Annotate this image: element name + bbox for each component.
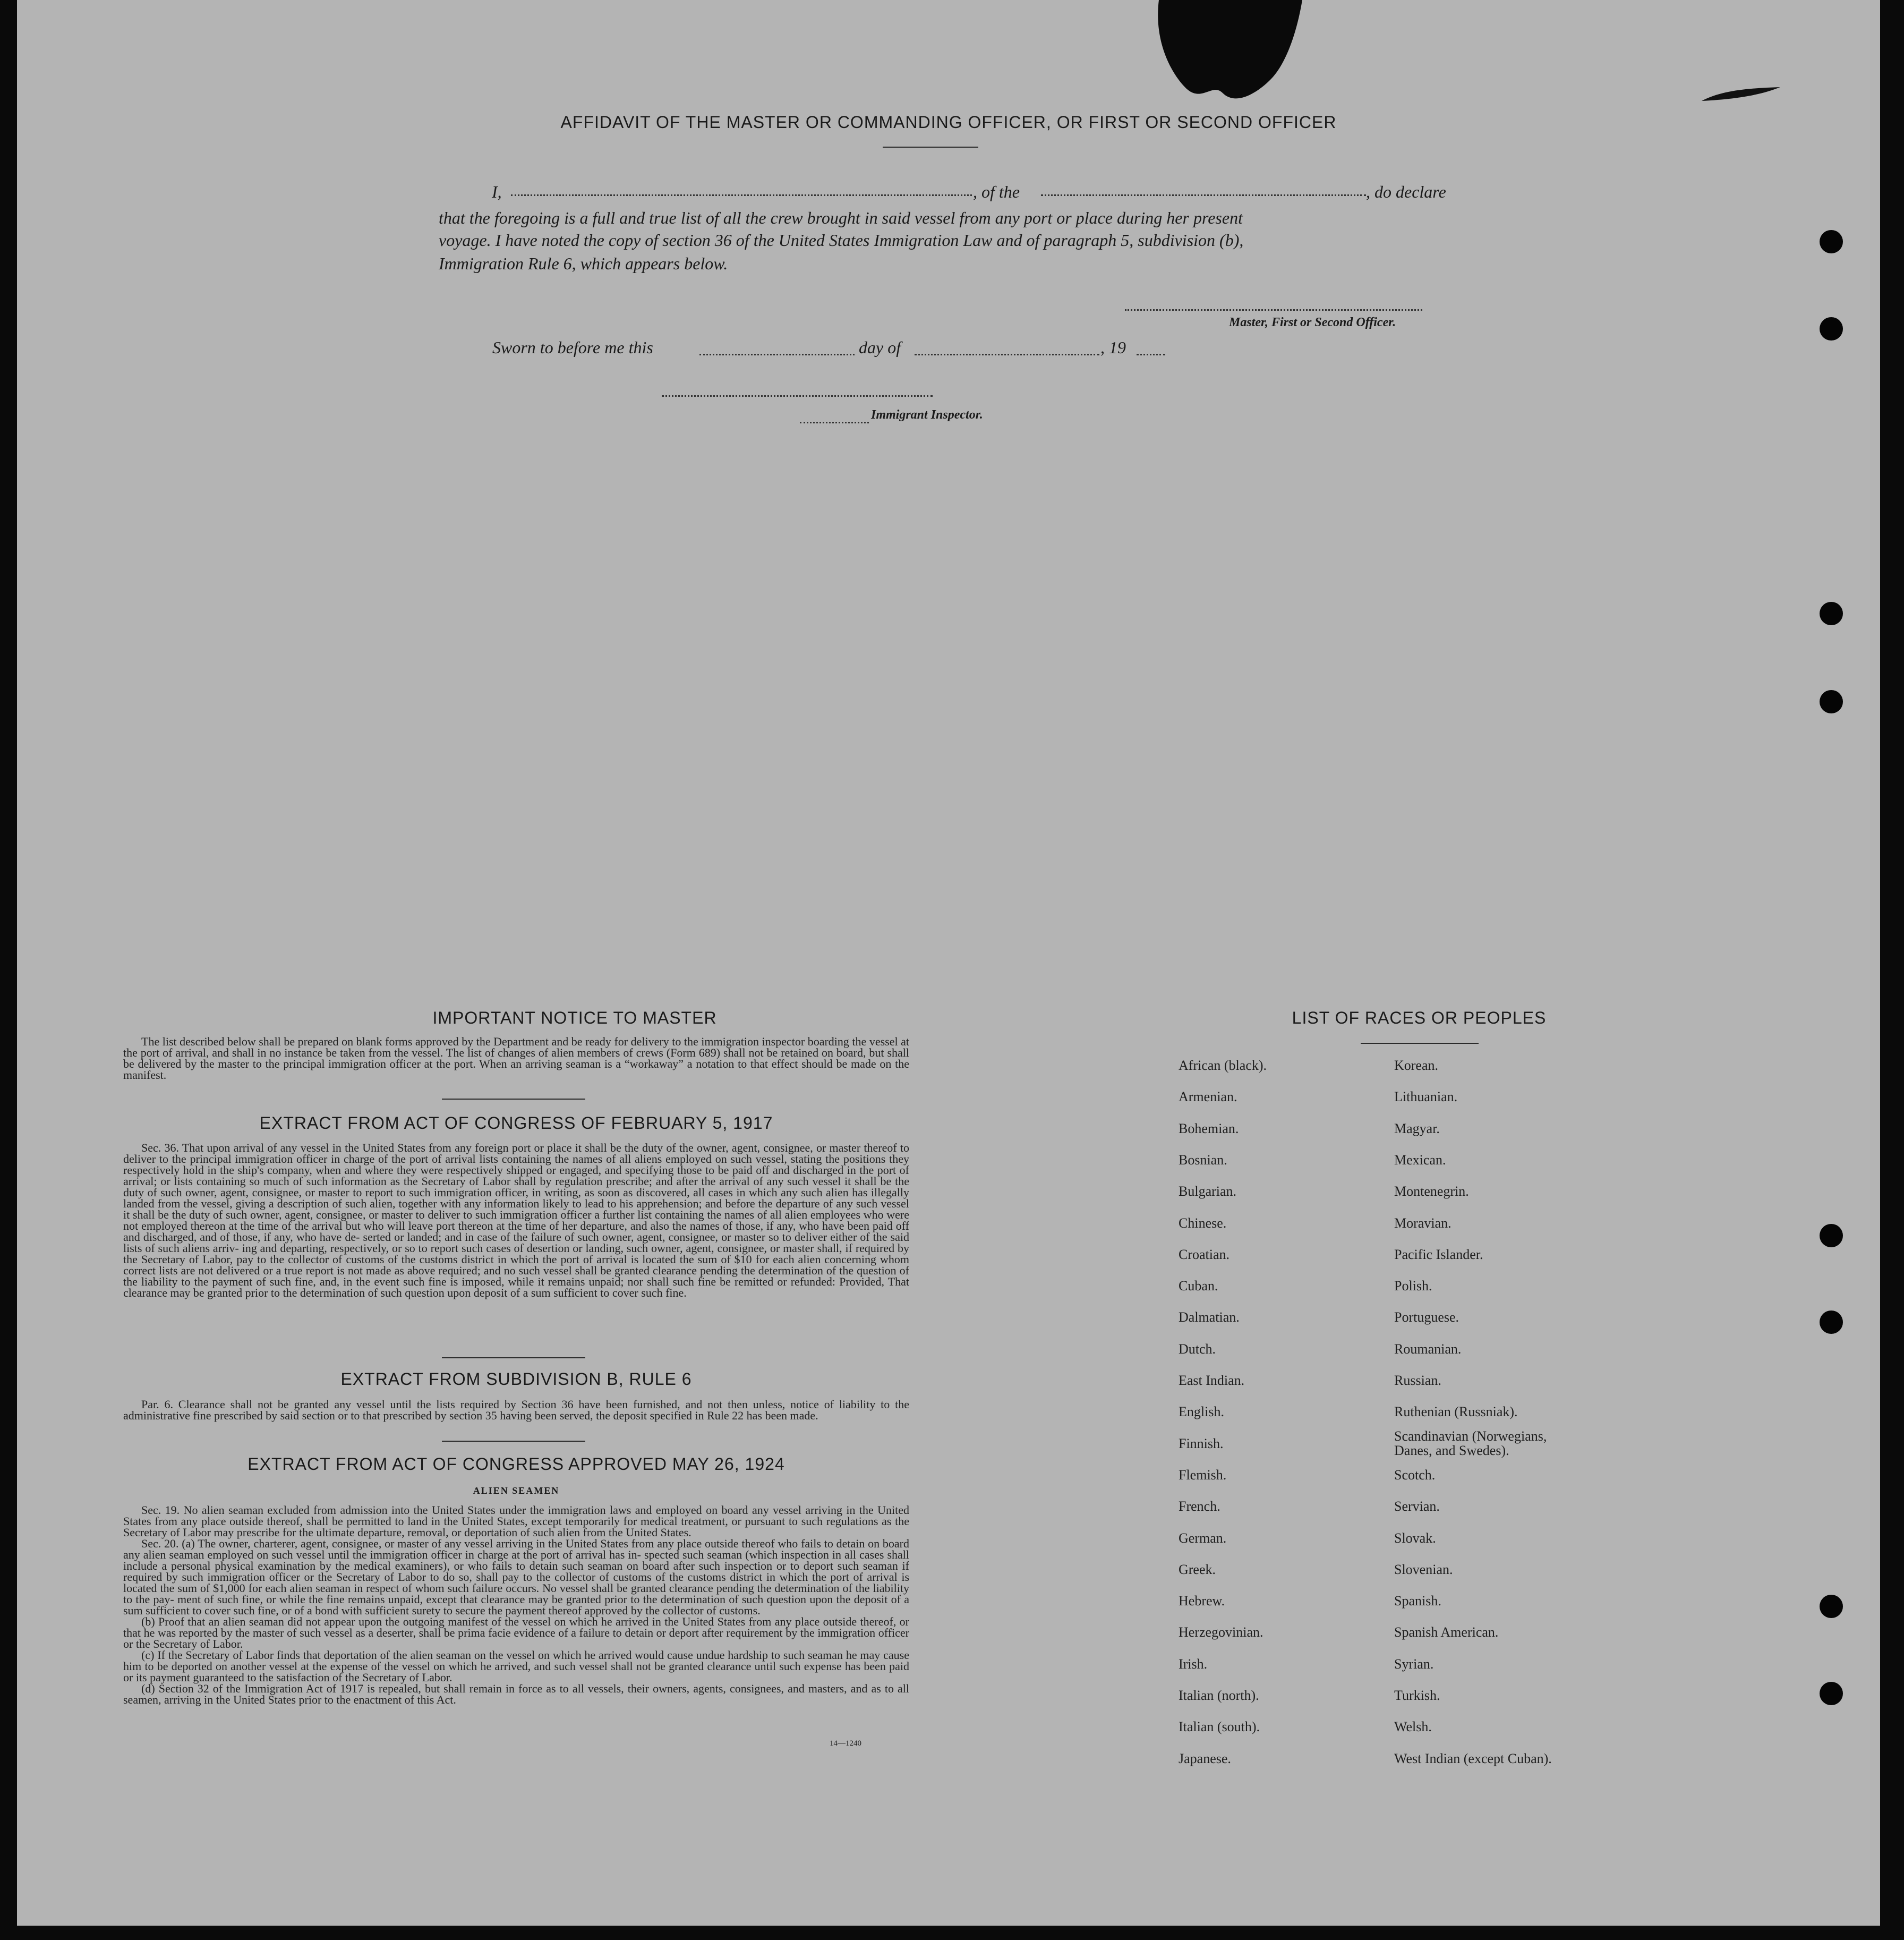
inspector-blank-field[interactable] (662, 395, 933, 397)
race-item: Ruthenian (Russniak). (1394, 1404, 1518, 1419)
form-number: 14—1240 (830, 1739, 861, 1748)
race-item: Bulgarian. (1179, 1184, 1237, 1199)
text-line: in Rule 22 has been made. (695, 1409, 818, 1422)
text-line: serted or landed; and in case of the failure of such owner, agent, consignee, or master so to deliver either of the said lists of such aliens arriv- (123, 1230, 909, 1255)
document-page (17, 0, 1880, 1926)
text-line: Sec. 20. (a) The owner, charterer, agent, consignee, or master of any vessel arriving in the United States from any place outside thereof (141, 1537, 775, 1550)
race-item: Polish. (1394, 1278, 1432, 1294)
binder-hole (1820, 1682, 1843, 1705)
race-item: Pacific Islander. (1394, 1247, 1483, 1262)
sworn-day-field[interactable] (699, 354, 855, 355)
divider (442, 1441, 585, 1442)
race-item: German. (1179, 1530, 1227, 1546)
race-item: Herzegovinian. (1179, 1624, 1263, 1640)
affidavit-text-line: that the foregoing is a full and true list of all the crew brought in said vessel from any port or place during her present (439, 208, 1243, 227)
day-of-label: day of (859, 338, 901, 357)
text-line: clearance pending the determination of the question of the liability to the payment of such fine, and, in the event such fine is imposed, while (123, 1264, 910, 1288)
race-item: Spanish American. (1394, 1624, 1499, 1640)
extract-1924-body (123, 1504, 909, 1705)
text-line: question upon deposit of a sum sufficient to cover such fine. (405, 1286, 687, 1299)
text-line: of crews (Form 689) shall not be retained on board, but shall be delivered by the master to the principal immigration officer at the port. (123, 1046, 910, 1070)
text-line: departure of any such vessel it shall be the duty of such owner, agent, consignee, or master to deliver to such immigration officer a further (123, 1197, 909, 1221)
race-item: Flemish. (1179, 1467, 1227, 1483)
binder-hole (1820, 1595, 1843, 1618)
signature-blank-field[interactable] (1125, 309, 1422, 311)
torn-damage-mark (1143, 0, 1313, 106)
race-item: Greek. (1179, 1562, 1216, 1577)
affidavit-i-label: I, (492, 182, 502, 201)
text-line: not be granted clearance until such expense has been paid or its payment guaranteed to the satisfaction of the Secretary of Labor. (123, 1660, 910, 1684)
text-line: at the time of her departure, and also the names of those, if any, who have been paid off and discharged, and of those, if any, who have de- (123, 1219, 910, 1244)
text-line: When an arriving seaman is a “workaway” a notation to that effect should be made on the manifest. (123, 1057, 909, 1082)
race-item: Bohemian. (1179, 1121, 1239, 1136)
text-line: (c) If the Secretary of Labor finds that deportation of the alien seaman on the vessel on which he arrived would cause undue hardship (141, 1648, 769, 1662)
races-title: LIST OF RACES OR PEOPLES (1292, 1008, 1547, 1027)
race-item: Korean. (1394, 1058, 1439, 1073)
divider (442, 1099, 585, 1100)
text-line: detain or deport after requirement by the immigration officer or the Secretary of Labor. (123, 1626, 909, 1650)
race-item: Russian. (1394, 1373, 1441, 1388)
text-line: inspector boarding the vessel at the port of arrival, and shall in no instance be taken from the vessel. The list of changes of alien members (123, 1035, 909, 1059)
notice-title: IMPORTANT NOTICE TO MASTER (432, 1008, 717, 1027)
text-line: spected such seaman (which inspection in all cases shall include a personal physical examination by the medical examiners), or who fails to (123, 1548, 909, 1572)
text-line: treatment, or pursuant to such regulations as the Secretary of Labor may prescribe for the ultimate departure, removal, or deportation of such (123, 1514, 909, 1539)
race-item: East Indian. (1179, 1373, 1245, 1388)
affidavit-declare-label: , do declare (1366, 182, 1446, 201)
sworn-label: Sworn to before me this (492, 338, 653, 357)
ink-smudge-mark (1701, 85, 1786, 106)
text-line: ing and departing, respectively, or so to report such cases of desertion or landing, such owner, agent, consignee, or master shall, if required (242, 1241, 895, 1255)
race-item: Hebrew. (1179, 1593, 1225, 1609)
binder-hole (1820, 690, 1843, 713)
sworn-year-field[interactable] (1137, 354, 1165, 355)
affidavit-text-line: voyage. I have noted the copy of section 36 of the United States Immigration Law and of paragraph 5, subdivision (b), (439, 231, 1244, 250)
text-line: who fails to detain on board any alien seaman employed on such vessel until the immigration officer in charge at the port of arrival has in- (123, 1537, 910, 1561)
year-label: , 19 (1100, 338, 1126, 357)
affidavit-text-line: Immigration Rule 6, which appears below. (439, 254, 728, 273)
signature-label: Master, First or Second Officer. (1229, 316, 1396, 329)
text-line: landed from the vessel, giving a description of such alien, together with any information likely to lead to his apprehension; and before the (123, 1197, 773, 1210)
race-item: Slovenian. (1394, 1562, 1453, 1577)
race-item: Portuguese. (1394, 1309, 1459, 1325)
text-line: consignee, or master to report to such immigration officer, in writing, as soon as discovered, all cases in which any such alien has illegally (252, 1186, 909, 1199)
race-item: Dutch. (1179, 1341, 1216, 1357)
race-item: Welsh. (1394, 1719, 1432, 1734)
extract-1917-title: EXTRACT FROM ACT OF CONGRESS OF FEBRUARY 5, 1917 (259, 1113, 773, 1133)
divider (883, 147, 978, 148)
text-line: list containing the names of all alien employees who were not employed thereon at the time of the arrival but who will leave port thereon (123, 1208, 909, 1232)
race-item: Moravian. (1394, 1215, 1452, 1231)
race-item: Chinese. (1179, 1215, 1227, 1231)
text-line: to such seaman he may cause him to be deported on another vessel at the expense of the vessel on which he arrived, and such vessel shall (123, 1648, 909, 1673)
race-item: Irish. (1179, 1656, 1208, 1672)
text-line: seaman in respect of whom such failure occurs. No vessel shall be granted clearance pending the determination of the liability to the pay- (123, 1581, 910, 1606)
text-line: and masters, and as to all seamen, arriving in the United States prior to the enactment of this Act. (123, 1682, 910, 1706)
race-item: Japanese. (1179, 1751, 1231, 1766)
inspector-short-line (800, 422, 869, 423)
text-line: by the Secretary of Labor, pay to the collector of customs of the customs district in which the port of arrival is located the sum of $10 for (123, 1241, 910, 1266)
text-line: Sec. 36. That upon arrival of any vessel in the United States from any foreign port or place it shall be the duty of the owner, agent, (141, 1141, 761, 1154)
text-line: as the Secretary of Labor shall by regulation prescribe; and after the arrival of any such vessel it shall be the duty of such owner, agent, (123, 1175, 909, 1199)
binder-hole (1820, 1311, 1843, 1334)
text-line: ment of such fine, or while the fine remains unpaid, except that clearance may be granted prior to the determination of such question upon (177, 1593, 833, 1606)
text-line: consignee, or master thereof to deliver to the principal immigration officer in charge of the port of arrival lists containing the names of all (123, 1141, 910, 1165)
race-item: Finnish. (1179, 1436, 1224, 1451)
extract-rule6-title: EXTRACT FROM SUBDIVISION B, RULE 6 (340, 1369, 692, 1389)
name-blank-field[interactable] (511, 194, 972, 196)
race-item: Montenegrin. (1394, 1184, 1469, 1199)
text-line: any place outside thereof, or that he was reported by the master of such vessel as a deserter, shall be prima facie evidence of a failure to (123, 1615, 910, 1639)
text-line: of liability to the administrative fine prescribed by said section or to that prescribed by section 35 having been served, the deposit specified (123, 1398, 909, 1422)
race-item: Scotch. (1394, 1467, 1436, 1483)
text-line: arriving in the United States from any place outside thereof, shall be permitted to land in the United States, except temporarily for medical (123, 1503, 910, 1528)
race-item: Cuban. (1179, 1278, 1218, 1294)
alien-seamen-subtitle: ALIEN SEAMEN (473, 1485, 560, 1496)
race-item: Servian. (1394, 1499, 1440, 1514)
text-line: of customs. (706, 1604, 761, 1617)
text-line: aliens employed on such vessel, stating the positions they respectively hold in the ship's company, when and where they were respectively (123, 1152, 910, 1177)
text-line: (d) Section 32 of the Immigration Act of 1917 is repealed, but shall remain in force as to all vessels, their owners, agents, consignees, (141, 1682, 784, 1695)
race-item: African (black). (1179, 1058, 1267, 1073)
race-item: French. (1179, 1499, 1220, 1514)
binder-hole (1820, 317, 1843, 341)
race-item: West Indian (except Cuban). (1394, 1751, 1552, 1766)
text-line: to do so, shall pay to the collector of customs of the customs district in which the port of arrival is located the sum of $1,000 for each alien (123, 1570, 910, 1595)
extract-1924-title: EXTRACT FROM ACT OF CONGRESS APPROVED MAY 26, 1924 (247, 1454, 785, 1474)
text-line: it remains unpaid; nor shall such fine be remitted or refunded: Provided, That clearance may be granted prior to the determination of such (123, 1275, 909, 1299)
race-item: Croatian. (1179, 1247, 1230, 1262)
race-item: Scandinavian (Norwegians, Danes, and Swedes). (1394, 1428, 1547, 1458)
race-item: Spanish. (1394, 1593, 1441, 1609)
race-item: Magyar. (1394, 1121, 1440, 1136)
race-item: Syrian. (1394, 1656, 1434, 1672)
text-line: Sec. 19. No alien seaman excluded from admission into the United States under the immigration laws and employed on board any vessel (141, 1503, 801, 1517)
race-item: Mexican. (1394, 1152, 1446, 1168)
text-line: the deposit of a sum sufficient to cover such fine, or of a bond with sufficient surety to secure the payment thereof approved by the collector (123, 1593, 909, 1617)
text-line: Par. 6. Clearance shall not be granted any vessel until the lists required by Section 36 have been furnished, and not then unless, notice (141, 1398, 819, 1411)
extract-rule6-body (123, 1399, 909, 1421)
divider (1361, 1043, 1479, 1044)
binder-hole (1820, 602, 1843, 625)
binder-hole (1820, 230, 1843, 253)
race-item: Armenian. (1179, 1089, 1237, 1104)
race-item: Roumanian. (1394, 1341, 1462, 1357)
extract-1917-body (123, 1142, 909, 1298)
binder-hole (1820, 1224, 1843, 1247)
text-line: The list described below shall be prepared on blank forms approved by the Department and be ready for delivery to the immigration (141, 1035, 759, 1048)
vessel-blank-field[interactable] (1041, 194, 1366, 196)
race-item: Italian (south). (1179, 1719, 1260, 1734)
text-line: (b) Proof that an alien seaman did not appear upon the outgoing manifest of the vessel on which he arrived in the United States from (141, 1615, 772, 1628)
race-item: Italian (north). (1179, 1688, 1259, 1703)
race-item: Bosnian. (1179, 1152, 1227, 1168)
race-item: Lithuanian. (1394, 1089, 1458, 1104)
affidavit-of-the-label: , of the (973, 182, 1020, 201)
inspector-label: Immigrant Inspector. (871, 408, 983, 422)
text-line: detain such seaman on board after such inspection or to deport such seaman if required by such immigration officer or the Secretary of Labor (123, 1559, 909, 1584)
affidavit-title: AFFIDAVIT OF THE MASTER OR COMMANDING OFFICER, OR FIRST OR SECOND OFFICER (560, 113, 1337, 132)
race-item: Dalmatian. (1179, 1309, 1240, 1325)
notice-body (123, 1036, 909, 1080)
divider (442, 1357, 585, 1358)
sworn-month-field[interactable] (915, 354, 1099, 355)
text-line: shipped or engaged, and specifying those to be paid off and discharged in the port of arrival; or lists containing so much of such information (123, 1163, 909, 1188)
text-line: alien from the United States. (557, 1526, 691, 1539)
text-line: each alien concerning whom correct lists are not delivered or a true report is not made as above required; and no such vessel shall be granted (123, 1253, 910, 1277)
race-item: Slovak. (1394, 1530, 1436, 1546)
race-item: Turkish. (1394, 1688, 1440, 1703)
race-item: English. (1179, 1404, 1224, 1419)
